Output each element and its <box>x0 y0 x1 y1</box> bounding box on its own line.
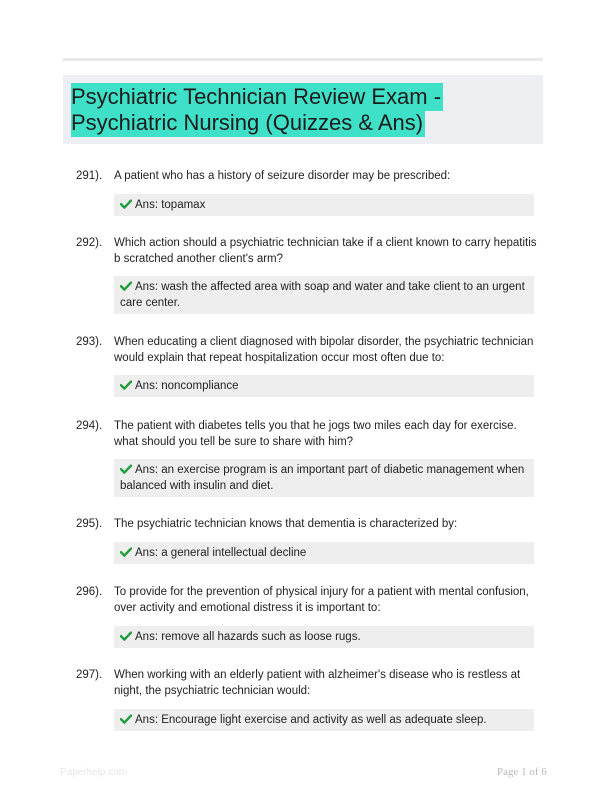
top-divider <box>63 58 543 61</box>
answer-box <box>114 626 534 648</box>
answer-text: Ans: remove all hazards such as loose rugs. <box>135 631 361 643</box>
question-text: Which action should a psychiatric technician take if a client known to carry hepatitis b scratched another client's arm? <box>114 237 537 265</box>
question-text: The patient with diabetes tells you that he jogs two miles each day for exercise. what should you tell be sure to share with him? <box>114 420 517 448</box>
answer-text: Ans: an exercise program is an important part of diabetic management when balanced with insulin and diet. <box>120 464 525 492</box>
check-icon <box>120 281 132 291</box>
answer-text: Ans: a general intellectual decline <box>135 547 307 559</box>
question-text: When educating a client diagnosed with bipolar disorder, the psychiatric technician would explain that repeat hospitalization occur most often due to: <box>114 336 534 364</box>
check-icon <box>120 199 132 209</box>
answer-box <box>114 459 534 497</box>
question-number: 292). <box>76 237 103 249</box>
question-number: 291). <box>76 170 103 182</box>
check-icon <box>120 547 132 557</box>
question-text: When working with an elderly patient with alzheimer's disease who is restless at night, the psychiatric technician would: <box>114 669 521 697</box>
document-title-text: Psychiatric Technician Review Exam - Psychiatric Nursing (Quizzes & Ans) <box>71 84 442 135</box>
page-number: Page 1 of 6 <box>497 766 547 778</box>
answer-box <box>114 542 534 564</box>
answer-box <box>114 194 534 216</box>
question-number: 293). <box>76 336 103 348</box>
answer-text: Ans: noncompliance <box>135 380 239 392</box>
question-number: 295). <box>76 518 103 530</box>
question-number: 294). <box>76 420 103 432</box>
question-text: A patient who has a history of seizure disorder may be prescribed: <box>114 170 451 182</box>
answer-box <box>114 276 534 314</box>
question-text: To provide for the prevention of physical injury for a patient with mental confusion, over activity and emotional distress it is important to: <box>114 586 529 614</box>
footer-watermark: Paperhelp.com <box>60 767 128 778</box>
check-icon <box>120 714 132 724</box>
answer-box <box>114 709 534 731</box>
check-icon <box>120 464 132 474</box>
question-text: The psychiatric technician knows that dementia is characterized by: <box>114 518 458 530</box>
answer-text: Ans: topamax <box>135 199 206 211</box>
check-icon <box>120 380 132 390</box>
answer-box <box>114 375 534 397</box>
answer-text: Ans: Encourage light exercise and activity as well as adequate sleep. <box>135 714 487 726</box>
question-number: 297). <box>76 669 103 681</box>
check-icon <box>120 631 132 641</box>
question-number: 296). <box>76 586 103 598</box>
answer-text: Ans: wash the affected area with soap and water and take client to an urgent care center. <box>120 281 525 309</box>
document-title <box>71 84 531 136</box>
